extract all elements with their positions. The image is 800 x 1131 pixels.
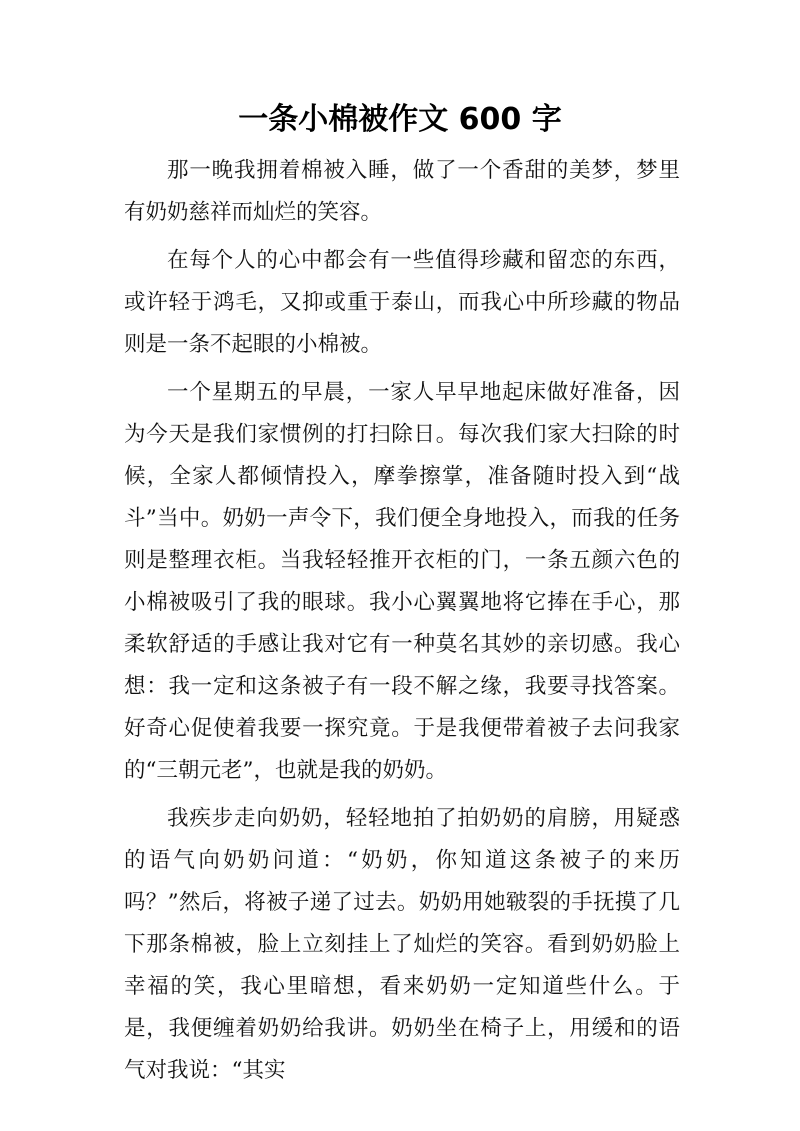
paragraph-1: 那一晚我拥着棉被入睡，做了一个香甜的美梦，梦里有奶奶慈祥而灿烂的笑容。 (124, 158, 680, 225)
document-body (124, 150, 680, 1098)
paragraph-4: 我疾步走向奶奶，轻轻地拍了拍奶奶的肩膀，用疑惑的语气向奶奶问道：“奶奶，你知道这条被子的来历吗？”然后，将被子递了过去。奶奶用她皲裂的手抚摸了几下那条棉被，脸上立刻挂上了灿烂的笑容。看到奶奶脸上幸福的笑，我心里暗想，看来奶奶一定知道些什么。于是，我便缠着奶奶给我讲。奶奶坐在椅子上，用缓和的语气对我说：“其实 (124, 806, 680, 1083)
paragraph-3: 一个星期五的早晨，一家人早早地起床做好准备，因为今天是我们家惯例的打扫除日。每次我们家大扫除的时候，全家人都倾情投入，摩拳擦掌，准备随时投入到“战斗”当中。奶奶一声令下，我们便全身地投入，而我的任务则是整理衣柜。当我轻轻推开衣柜的门，一条五颜六色的小棉被吸引了我的眼球。我小心翼翼地将它捧在手心，那柔软舒适的手感让我对它有一种莫名其妙的亲切感。我心想：我一定和这条被子有一段不解之缘，我要寻找答案。好奇心促使着我要一探究竟。于是我便带着被子去问我家的“三朝元老”，也就是我的奶奶。 (124, 380, 680, 783)
paragraph-2: 在每个人的心中都会有一些值得珍藏和留恋的东西，或许轻于鸿毛，又抑或重于泰山，而我心中所珍藏的物品则是一条不起眼的小棉被。 (124, 248, 680, 357)
document-title: 一条小棉被作文 600 字 (238, 102, 562, 137)
